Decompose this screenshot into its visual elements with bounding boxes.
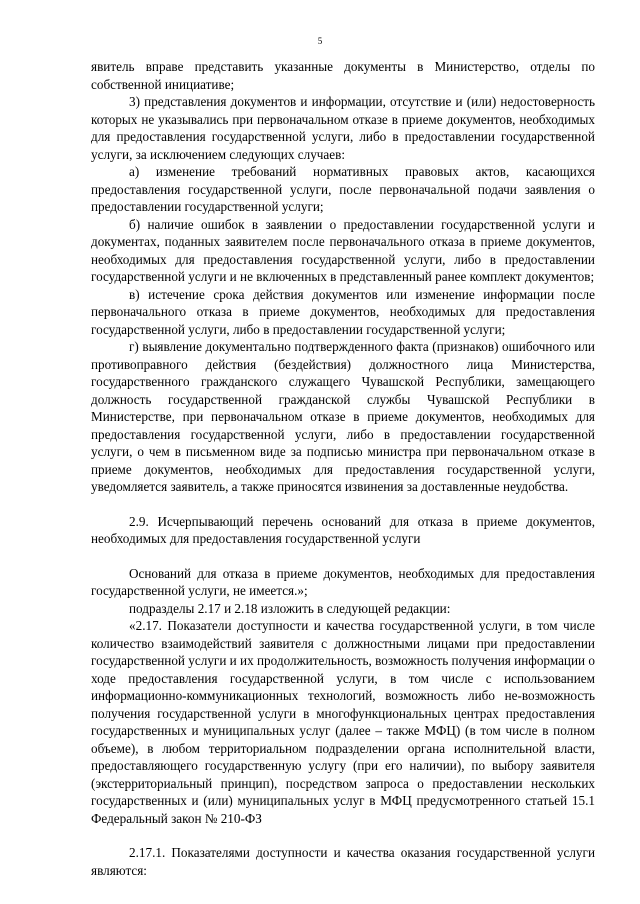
page-number: 5 — [317, 36, 323, 46]
paragraph-subitem-v: в) истечение срока действия документов или изменение информации после первоначального отказа в приеме документов, необходимых для предоставления государственной услуги, либо в предоставлении государственной услуги; — [91, 286, 595, 337]
paragraph-subsections-instruction: подразделы 2.17 и 2.18 изложить в следующей редакции: — [129, 600, 451, 616]
paragraph-section-2-17: «2.17. Показатели доступности и качества государственной услуги, в том числе количество взаимодействий заявителя с должностными лицами при предоставлении государственной услуги и их продолжительность, возможность получения информации о ходе предоставления государственной услуги, в том числе с использованием информационно-коммуникационных технологий, возможность либо не-возможность получения государственной услуги в многофункциональных центрах предоставления государственных и муниципальных услуг (далее – также МФЦ) (в том числе в полном объеме), в любом территориальном подразделении органа исполнительной власти, предоставляющего государственную услугу (при его наличии), по выбору заявителя (экстерриториальный принцип), посредством запроса о предоставлении нескольких государственных и (или) муниципальных услуг в МФЦ предусмотренного статьей 15.1 Федеральный закон № 210-ФЗ — [91, 618, 595, 826]
paragraph-subitem-g: г) выявление документально подтвержденного факта (признаков) ошибочного или противоправного действия (бездействия) должностного лица Министерства, государственного гражданского служащего Чувашской Республики, замещающего должность государственной гражданской службы Чувашской Республики в Министерстве, при первоначальном отказе в приеме документов, необходимых для предоставления государственной услуги, либо в предоставлении государственной услуги, о чем в письменном виде за подписью министра при первоначальном отказе в приеме документов, необходимых для предоставления государственной услуги, уведомляется заявитель, а также приносятся извинения за доставленные неудобства. — [91, 339, 595, 494]
paragraph-section-2-17-1: 2.17.1. Показателями доступности и качества оказания государственной услуги являются: — [91, 845, 595, 878]
section-heading-2-9: 2.9. Исчерпывающий перечень оснований для отказа в приеме документов, необходимых для предоставления государственной услуги — [91, 513, 595, 546]
paragraph-continuation: явитель вправе представить указанные документы в Министерство, отделы по собственной инициативе; — [91, 59, 595, 92]
paragraph-no-grounds: Оснований для отказа в приеме документов, необходимых для предоставления государственной услуги, не имеется.»; — [91, 565, 595, 598]
paragraph-item-3: 3) представления документов и информации, отсутствие и (или) недостоверность которых не указывались при первоначальном отказе в приеме документов, необходимых для предоставления государственной услуги, либо в предоставлении государственной услуги, за исключением следующих случаев: — [91, 94, 595, 162]
paragraph-subitem-b: б) наличие ошибок в заявлении о предоставлении государственной услуги и документах, поданных заявителем после первоначального отказа в приеме документов, необходимых для предоставления государственной услуги, либо в предоставлении государственной услуги и не включенных в представленный ранее комплект документов; — [91, 216, 595, 284]
document-body — [91, 58, 595, 879]
paragraph-subitem-a: а) изменение требований нормативных правовых актов, касающихся предоставления государственной услуги, после первоначальной подачи заявления о предоставлении государственной услуги; — [91, 164, 595, 214]
